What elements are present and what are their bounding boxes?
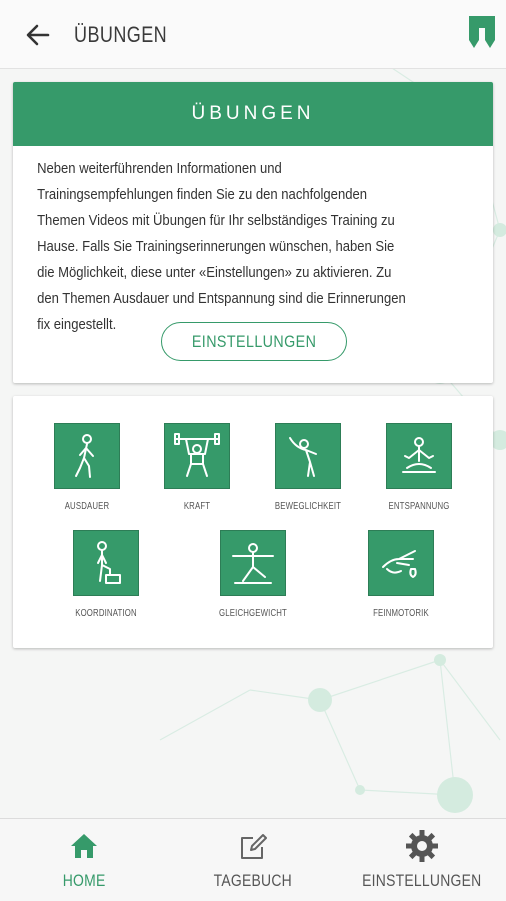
bottom-navigation (0, 818, 506, 901)
page-title: ÜBUNGEN (74, 22, 168, 47)
barbell-lift-icon (171, 430, 223, 482)
exercise-label: ENTSPANNUNG (388, 501, 450, 512)
nav-label-tagebuch: TAGEBUCH (213, 871, 293, 890)
meditation-icon (393, 430, 445, 482)
exercise-tile-beweglichkeit[interactable] (263, 423, 353, 512)
exercise-tile-gleichgewicht[interactable] (208, 530, 298, 619)
exercise-label: AUSDAUER (64, 501, 110, 512)
balance-pose-icon (227, 537, 279, 589)
nav-label-einstellungen: EINSTELLUNGEN (362, 871, 482, 890)
exercise-label: BEWEGLICHKEIT (274, 501, 342, 512)
info-card-heading: ÜBUNGEN (13, 82, 493, 146)
step-up-icon (80, 537, 132, 589)
side-stretch-icon (282, 430, 334, 482)
gear-icon (405, 829, 439, 863)
exercise-tile-ausdauer[interactable] (42, 423, 132, 512)
app-bar (0, 0, 506, 69)
exercise-tile-kraft[interactable] (152, 423, 242, 512)
exercise-label: GLEICHGEWICHT (219, 608, 287, 619)
exercise-tile-koordination[interactable] (61, 530, 151, 619)
nav-item-home[interactable] (0, 819, 168, 901)
notebook-edit-icon (236, 829, 270, 863)
nav-label-home: HOME (62, 871, 106, 890)
info-card (13, 82, 493, 383)
exercise-label: KOORDINATION (75, 608, 137, 619)
exercise-label: FEINMOTORIK (373, 608, 429, 619)
settings-button-label: EINSTELLUNGEN (191, 331, 317, 351)
exercise-grid-card (13, 396, 493, 648)
home-icon (67, 829, 101, 863)
exercise-tile-feinmotorik[interactable] (356, 530, 446, 619)
exercise-label: KRAFT (183, 501, 211, 512)
walking-person-icon (61, 430, 113, 482)
info-card-text: Neben weiterführenden Informationen und Trainingsempfehlungen finden Sie zu den nachfolgenden Themen Videos mit Übungen für Ihr selbständiges Training zu Hause. Falls Sie Trainingserinnerungen wünschen, haben Sie die Möglichkeit, diese unter «Einstellungen» zu aktivieren. Zu den Themen Ausdauer und Entspannung sind die Erinnerungen fix eingestellt. (37, 160, 406, 333)
nav-item-tagebuch[interactable] (169, 819, 337, 901)
nav-item-einstellungen[interactable] (338, 819, 506, 901)
settings-button[interactable] (161, 322, 347, 361)
app-logo-icon (468, 14, 496, 52)
exercise-tile-entspannung[interactable] (374, 423, 464, 512)
hand-fine-motor-icon (375, 537, 427, 589)
arrow-left-icon[interactable] (22, 19, 54, 51)
